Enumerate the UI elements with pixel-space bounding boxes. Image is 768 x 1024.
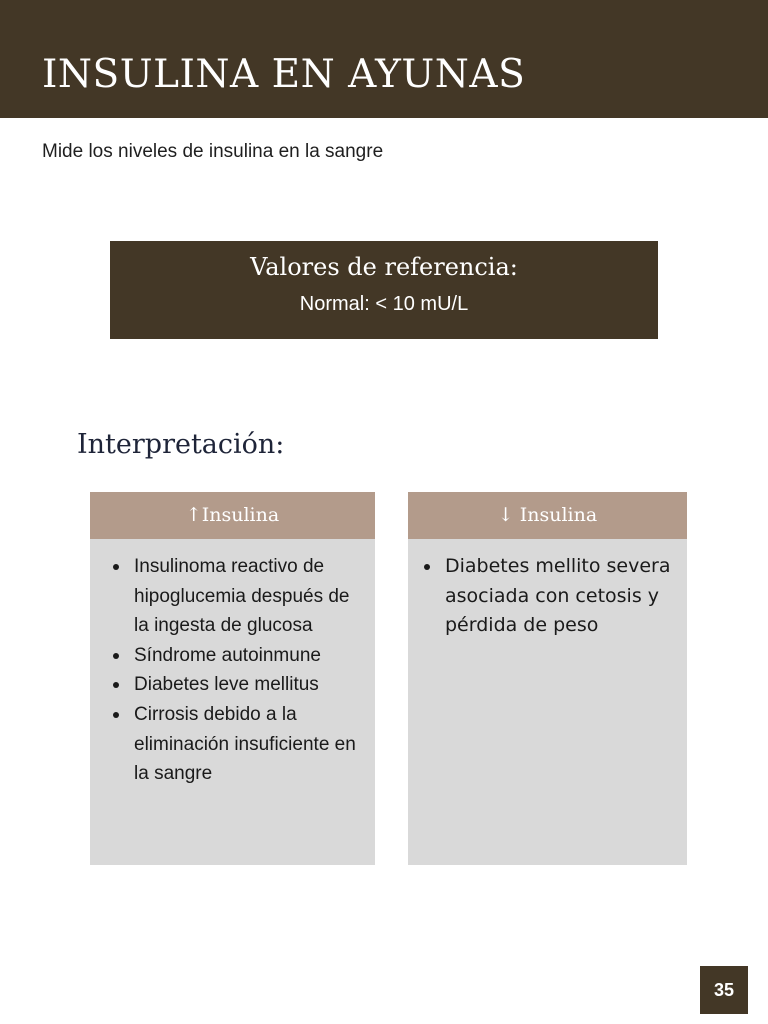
page-title: INSULINA EN AYUNAS bbox=[42, 52, 526, 97]
high-insulin-header: ↑Insulina bbox=[90, 492, 375, 539]
header-band bbox=[0, 0, 768, 118]
page-number: 35 bbox=[700, 966, 748, 1014]
reference-normal-value: Normal: < 10 mU/L bbox=[299, 293, 469, 315]
interpretation-heading: Interpretación: bbox=[77, 429, 285, 460]
list-item: Diabetes leve mellitus bbox=[109, 670, 369, 700]
low-insulin-card bbox=[408, 492, 687, 865]
list-item: Diabetes mellito severa asociada con cetosis y pérdida de peso bbox=[420, 552, 685, 641]
low-insulin-list bbox=[420, 552, 685, 641]
high-insulin-list bbox=[109, 552, 369, 789]
low-insulin-header: ↓ Insulina bbox=[408, 492, 687, 539]
page-subtitle: Mide los niveles de insulina en la sangre bbox=[42, 141, 384, 162]
high-insulin-card bbox=[90, 492, 375, 865]
reference-values-box bbox=[110, 241, 658, 339]
list-item: Cirrosis debido a la eliminación insuficiente en la sangre bbox=[109, 700, 369, 789]
list-item: Insulinoma reactivo de hipoglucemia después de la ingesta de glucosa bbox=[109, 552, 369, 641]
list-item: Síndrome autoinmune bbox=[109, 641, 369, 671]
reference-values-title: Valores de referencia: bbox=[250, 253, 518, 281]
